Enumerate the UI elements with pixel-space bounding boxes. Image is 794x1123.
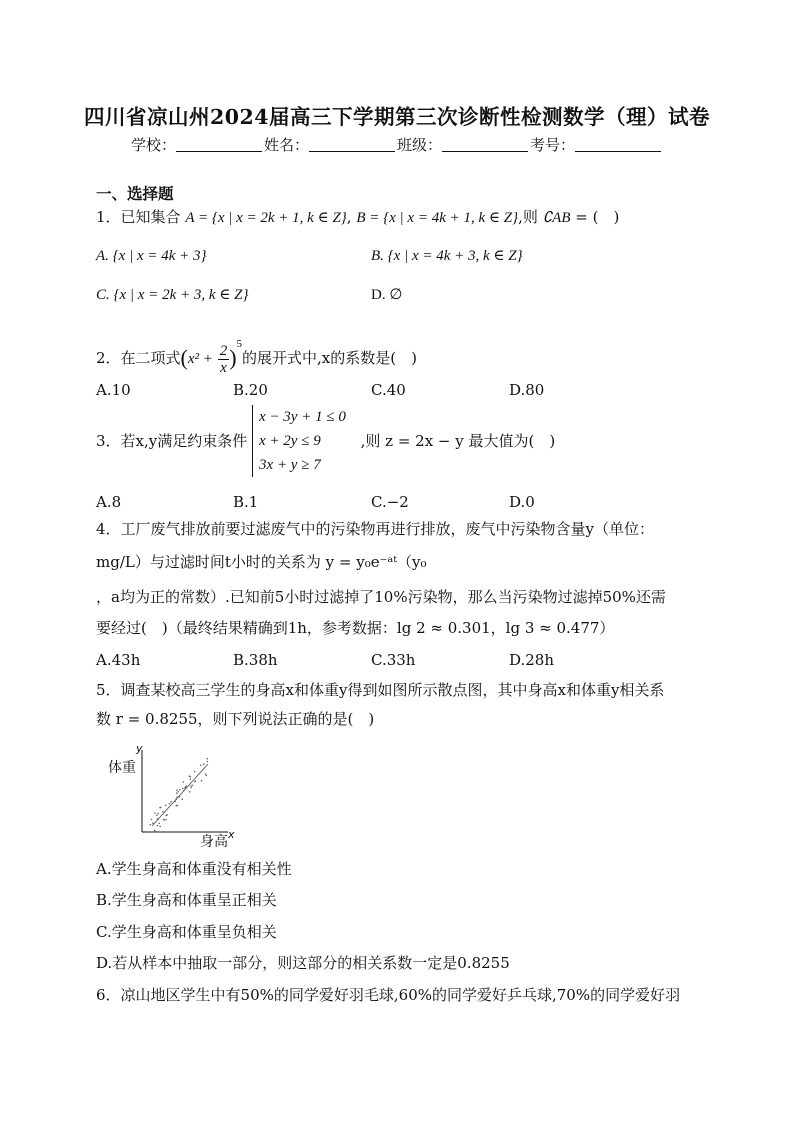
q2-fraction [218,343,230,376]
scatter-point [203,763,205,765]
q4-option-a[interactable]: A.43h [96,651,141,669]
scatter-point [201,780,203,782]
q2-frac-den: x [220,359,227,376]
q2-frac-num: 2 [219,342,228,359]
scatter-point [174,801,176,803]
q5-option-d[interactable]: D.若从样本中抽取一部分，则这部分的相关系数一定是0.8255 [96,954,510,972]
q1-option-d[interactable]: D. ∅ [371,287,403,303]
q1-set-b: B = {x | x = 4k + 1, k ∈ Z} [356,210,519,226]
scatter-point [194,781,196,783]
q4-line-4: 要经过( )（最终结果精确到1h，参考数据：lg 2 ≈ 0.301，lg 3 ≈ 0.477） [96,619,615,637]
scatter-point [157,813,159,815]
scatter-point [183,781,185,783]
figure-regression-line [152,764,208,826]
q4-line-1: 4．工厂废气排放前要过滤废气中的污染物再进行排放，废气中污染物含量y（单位： [96,520,655,538]
scatter-point [189,791,191,793]
scatter-point [190,787,192,789]
scatter-point [184,788,186,790]
q3-constraint-system [252,405,346,477]
q2-prefix: 2．在二项式 [96,349,181,367]
number-label: 考号： [530,136,576,154]
name-label: 姓名： [263,136,309,154]
q4-line-3: ，a均为正的常数）.已知前5小时过滤掉了10%污染物，那么当污染物过滤掉50%还需 [96,588,666,606]
q2-option-b[interactable]: B.20 [233,381,268,399]
class-label: 班级： [397,136,443,154]
class-blank[interactable] [442,137,528,152]
scatter-point [169,803,171,805]
q4-option-b[interactable]: B.38h [233,651,278,669]
q1-prefix: 1．已知集合 [96,208,181,226]
q5-line-2: 数 r = 0.8255，则下列说法正确的是( ) [96,710,375,728]
q2-paren-open: ( [180,345,188,370]
q5-option-a[interactable]: A.学生身高和体重没有相关性 [96,860,292,878]
q2-paren-close: ) [229,345,237,370]
school-blank[interactable] [176,137,262,152]
number-blank[interactable] [575,137,661,152]
q1-set-a: A = {x | x = 2k + 1, k ∈ Z} [185,210,347,226]
scatter-point [162,811,164,813]
scatter-point [179,796,181,798]
figure-y-label: 体重 [108,760,136,776]
page-title: 四川省凉山州2024届高三下学期第三次诊断性检测数学（理）试卷 [83,105,711,129]
q2-option-d[interactable]: D.80 [509,381,545,399]
q4-option-c[interactable]: C.33h [371,651,416,669]
q4-option-d[interactable]: D.28h [509,651,555,669]
q1-option-b[interactable]: B. {x | x = 4k + 3, k ∈ Z} [371,248,523,264]
q3-option-b[interactable]: B.1 [233,493,259,511]
scatter-point [151,819,153,821]
q4-line-2: mg/L）与过滤时间t小时的关系为 y = y₀e⁻ᵃᵗ（y₀ [96,553,427,571]
scatter-point [176,792,178,794]
figure-x-var: x [228,828,235,841]
scatter-point [157,825,159,827]
scatter-point [207,758,209,760]
scatter-point [152,822,154,824]
q3-option-a[interactable]: A.8 [96,493,122,511]
q3-constraint-1: x − 3y + 1 ≤ 0 [259,409,346,425]
scatter-point [163,819,165,821]
q5-option-c[interactable]: C.学生身高和体重呈负相关 [96,923,277,941]
scatter-point [165,815,167,817]
scatter-point [165,819,167,821]
figure-y-var: y [136,742,143,755]
scatter-point [190,779,192,781]
q1-tail: = ( ) [570,208,620,226]
q2-option-a[interactable]: A.10 [96,381,131,399]
q1-option-c[interactable]: C. {x | x = 2k + 3, k ∈ Z} [96,287,249,303]
scatter-point [156,818,158,820]
scatter-point [177,791,179,793]
scatter-point [206,775,208,777]
q3-constraint-2: x + 2y ≤ 9 [259,433,321,449]
q1-ask: ,则 [518,208,538,226]
scatter-point [183,790,185,792]
scatter-point [190,785,192,787]
name-blank[interactable] [309,137,395,152]
scatter-plot-figure [100,740,240,850]
q3-option-c[interactable]: C.−2 [371,493,409,511]
scatter-point [156,815,158,817]
question-2-stem [96,322,417,381]
scatter-point [179,789,181,791]
figure-scatter-points [150,758,209,833]
section-heading: 一、选择题 [96,184,174,203]
scatter-point [154,812,156,814]
scatter-point [158,823,160,825]
scatter-point [181,798,183,800]
q2-suffix: 的展开式中,x的系数是( ) [242,349,417,367]
scatter-point [200,765,202,767]
scatter-point [150,824,152,826]
q3-constraint-3: 3x + y ≥ 7 [259,457,321,473]
scatter-point [205,773,207,775]
scatter-point [194,771,196,773]
question-1-stem: 1．已知集合 A = {x | x = 2k + 1, k ∈ Z}, B = {x | x = 4k + 1, k ∈ Z},则 ∁AB = ( ) [96,208,620,226]
scatter-point [170,801,172,803]
q3-option-d[interactable]: D.0 [509,493,535,511]
q2-option-c[interactable]: C.40 [371,381,406,399]
q2-exponent: 5 [236,338,243,350]
student-info-line [0,134,794,155]
scatter-point [165,805,167,807]
q5-option-b[interactable]: B.学生身高和体重呈正相关 [96,891,277,909]
q5-line-1: 5．调查某校高三学生的身高x和体重y得到如图所示散点图，其中身高x和体重y相关系 [96,681,665,699]
q3-prefix: 3．若x,y满足约束条件 [96,432,248,450]
q1-complement: ∁AB [542,210,571,226]
scatter-point [176,789,178,791]
figure-x-label: 身高 [200,834,228,850]
q1-option-a[interactable]: A. {x | x = 4k + 3} [96,248,207,264]
question-3-stem [96,405,555,477]
school-label: 学校： [130,136,176,154]
scatter-point [176,798,178,800]
q2-expr-left: x² + [187,351,213,367]
scatter-point [159,807,161,809]
scatter-point [190,776,192,778]
scatter-point [155,831,157,833]
scatter-point [159,826,161,828]
scatter-point [177,805,179,807]
q3-suffix: ,则 z = 2x − y 最大值为( ) [360,432,556,450]
scatter-point [207,761,209,763]
scatter-point [192,785,194,787]
scatter-point [176,796,178,798]
q6-line-1: 6．凉山地区学生中有50%的同学爱好羽毛球,60%的同学爱好乒乓球,70%的同学爱好羽 [96,986,681,1004]
scatter-point [182,788,184,790]
scatter-point [185,785,187,787]
